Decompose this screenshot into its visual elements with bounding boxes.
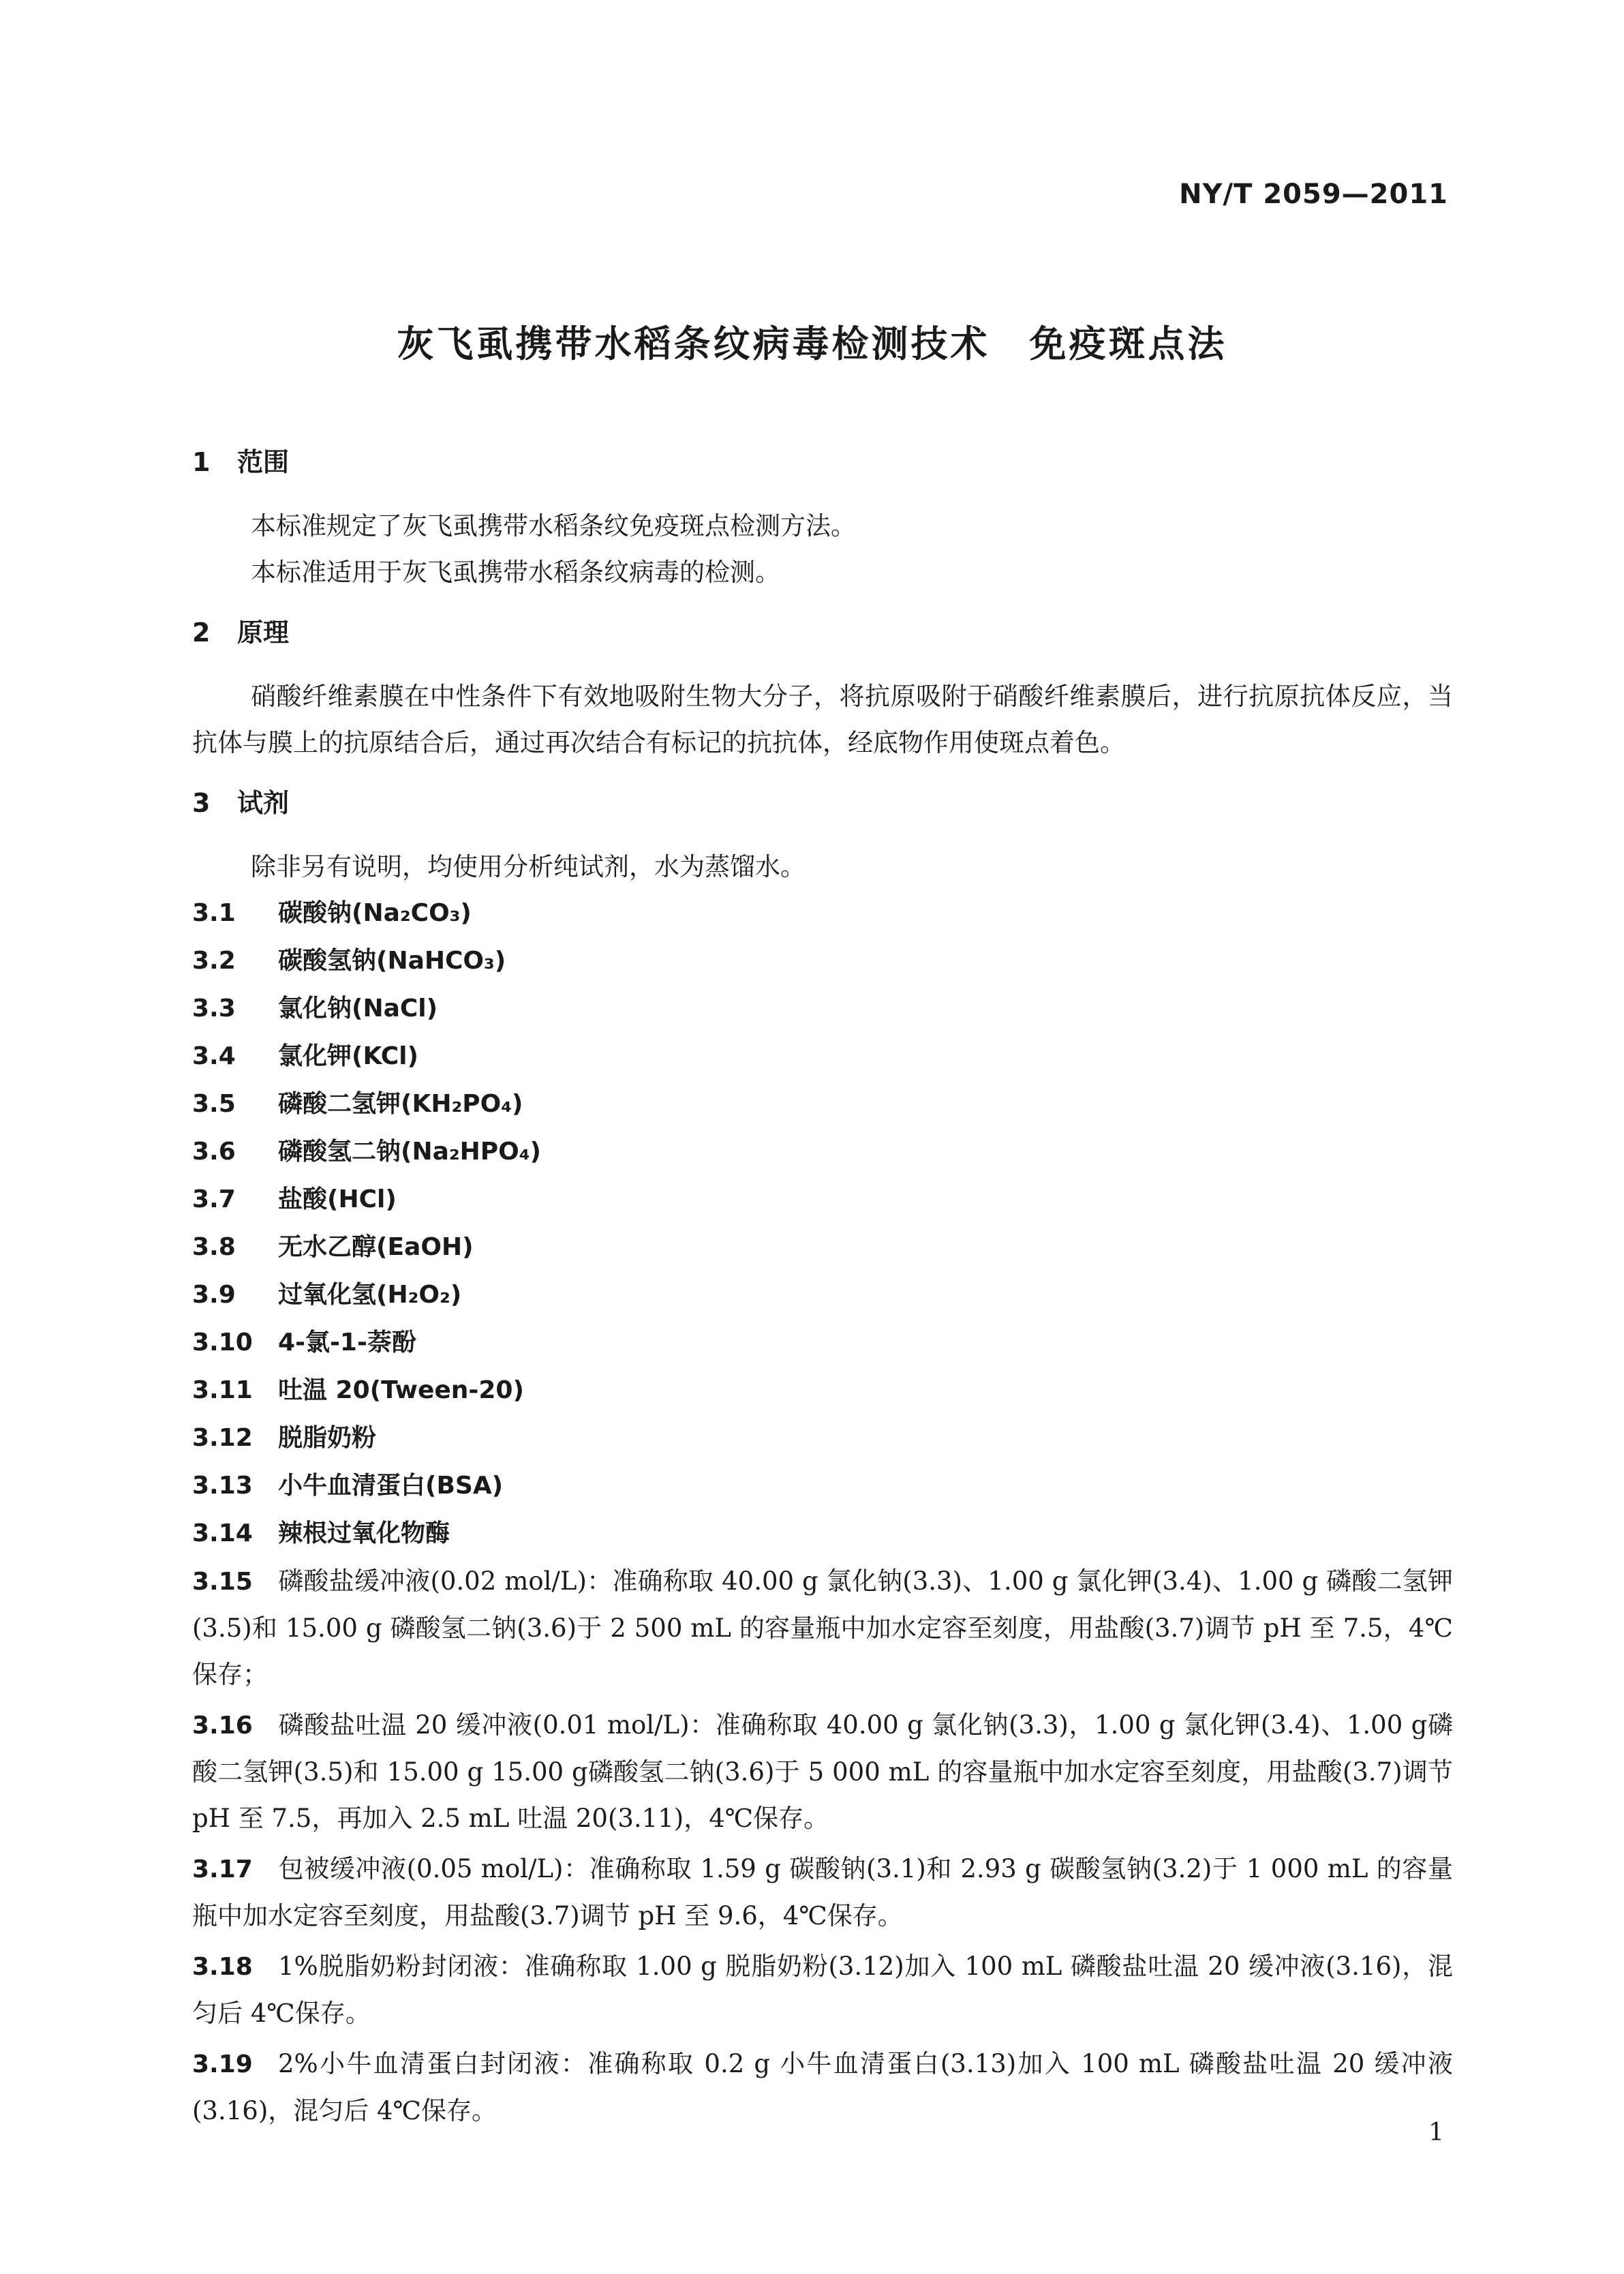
item-text: 包被缓冲液(0.05 mol/L)：准确称取 1.59 g 碳酸钠(3.1)和 2.93 g 碳酸氢钠(3.2)于 1 000 mL 的容量瓶中加水定容至刻度，用盐酸(3.7)调节 pH 至 9.6，4℃保存。	[192, 1854, 1453, 1930]
reagent-item	[192, 1415, 1453, 1461]
item-text: 磷酸盐缓冲液(0.02 mol/L)：准确称取 40.00 g 氯化钠(3.3)、1.00 g 氯化钾(3.4)、1.00 g 磷酸二氢钾(3.5)和 15.00 g 磷酸氢二钠(3.6)于 2 500 mL 的容量瓶中加水定容至刻度，用盐酸(3.7)调节 pH 至 7.5，4℃保存；	[192, 1566, 1453, 1689]
item-text: 碳酸氢钠(NaHCO₃)	[278, 947, 506, 975]
item-text: 4-氯-1-萘酚	[278, 1329, 416, 1356]
item-text: 吐温 20(Tween-20)	[278, 1376, 524, 1404]
item-text: 1%脱脂奶粉封闭液：准确称取 1.00 g 脱脂奶粉(3.12)加入 100 mL 磷酸盐吐温 20 缓冲液(3.16)，混匀后 4℃保存。	[192, 1952, 1453, 2028]
item-number: 3.5	[192, 1090, 236, 1118]
reagent-item	[192, 1081, 1453, 1127]
document-title: 灰飞虱携带水稻条纹病毒检测技术 免疫斑点法	[397, 322, 1227, 365]
section-title: 范围	[237, 447, 290, 477]
solution-item	[192, 1846, 1453, 1939]
reagent-item	[192, 986, 1453, 1032]
item-number: 3.1	[192, 899, 236, 927]
item-number: 3.17	[192, 1855, 253, 1883]
item-number: 3.16	[192, 1712, 253, 1740]
item-number: 3.12	[192, 1424, 253, 1452]
item-number: 3.3	[192, 995, 236, 1022]
item-text: 盐酸(HCl)	[278, 1185, 397, 1213]
item-text: 脱脂奶粉	[278, 1424, 377, 1452]
reagent-item	[192, 1033, 1453, 1080]
item-number: 3.7	[192, 1185, 236, 1213]
item-text: 碳酸钠(Na₂CO₃)	[278, 899, 472, 927]
solution-item	[192, 1943, 1453, 2037]
section-heading-reagents	[192, 783, 1453, 823]
reagent-item	[192, 1511, 1453, 1557]
item-number: 3.14	[192, 1519, 253, 1547]
paragraph: 除非另有说明，均使用分析纯试剂，水为蒸馏水。	[251, 852, 806, 881]
section-number: 3	[192, 788, 211, 818]
item-number: 3.6	[192, 1138, 236, 1166]
item-number: 3.9	[192, 1281, 236, 1309]
item-text: 2%小牛血清蛋白封闭液：准确称取 0.2 g 小牛血清蛋白(3.13)加入 100 mL 磷酸盐吐温 20 缓冲液(3.16)，混匀后 4℃保存。	[192, 2049, 1453, 2125]
item-text: 无水乙醇(EaOH)	[278, 1233, 474, 1261]
standard-code: NY/T 2059—2011	[1179, 179, 1448, 210]
item-number: 3.2	[192, 947, 236, 975]
solution-item	[192, 2041, 1453, 2134]
section-heading-scope	[192, 442, 1453, 483]
section-number: 2	[192, 618, 211, 648]
paragraph: 本标准适用于灰飞虱携带水稻条纹病毒的检测。	[251, 558, 780, 587]
item-text: 小牛血清蛋白(BSA)	[278, 1472, 504, 1500]
solution-item	[192, 1558, 1453, 1698]
item-text: 氯化钾(KCl)	[278, 1042, 418, 1070]
reagent-item	[192, 1224, 1453, 1271]
item-number: 3.10	[192, 1329, 253, 1356]
reagent-item	[192, 938, 1453, 984]
section-heading-principle	[192, 612, 1453, 653]
item-text: 磷酸盐吐温 20 缓冲液(0.01 mol/L)：准确称取 40.00 g 氯化钠(3.3)，1.00 g 氯化钾(3.4)、1.00 g磷酸二氢钾(3.5)和 15.00 g 15.00 g磷酸氢二钠(3.6)于 5 000 mL 的容量瓶中加水定容至刻度，用盐酸(3.7)调节 pH 至 7.5，再加入 2.5 mL 吐温 20(3.11)，4℃保存。	[192, 1710, 1453, 1833]
item-text: 辣根过氧化物酶	[278, 1519, 450, 1547]
reagent-item	[192, 1272, 1453, 1318]
solution-item	[192, 1702, 1453, 1842]
item-number: 3.8	[192, 1233, 236, 1261]
document-body	[192, 442, 1453, 2138]
reagent-item	[192, 1177, 1453, 1223]
item-text: 磷酸氢二钠(Na₂HPO₄)	[278, 1138, 541, 1166]
paragraph: 硝酸纤维素膜在中性条件下有效地吸附生物大分子，将抗原吸附于硝酸纤维素膜后，进行抗原抗体反应，当抗体与膜上的抗原结合后，通过再次结合有标记的抗抗体，经底物作用使斑点着色。	[192, 682, 1453, 757]
section-title: 原理	[237, 618, 290, 648]
item-text: 过氧化氢(H₂O₂)	[278, 1281, 462, 1309]
item-text: 磷酸二氢钾(KH₂PO₄)	[278, 1090, 523, 1118]
section-title: 试剂	[237, 788, 290, 818]
item-number: 3.19	[192, 2050, 253, 2078]
item-number: 3.15	[192, 1568, 253, 1596]
page-number: 1	[1428, 2119, 1444, 2147]
reagent-item	[192, 1463, 1453, 1509]
reagent-item	[192, 1367, 1453, 1414]
item-number: 3.11	[192, 1376, 253, 1404]
item-text: 氯化钠(NaCl)	[278, 995, 438, 1022]
reagent-item	[192, 1129, 1453, 1175]
item-number: 3.18	[192, 1953, 253, 1981]
reagent-item	[192, 890, 1453, 937]
item-number: 3.4	[192, 1042, 236, 1070]
section-number: 1	[192, 447, 211, 477]
paragraph: 本标准规定了灰飞虱携带水稻条纹免疫斑点检测方法。	[251, 511, 856, 541]
item-number: 3.13	[192, 1472, 253, 1500]
reagent-item	[192, 1320, 1453, 1366]
